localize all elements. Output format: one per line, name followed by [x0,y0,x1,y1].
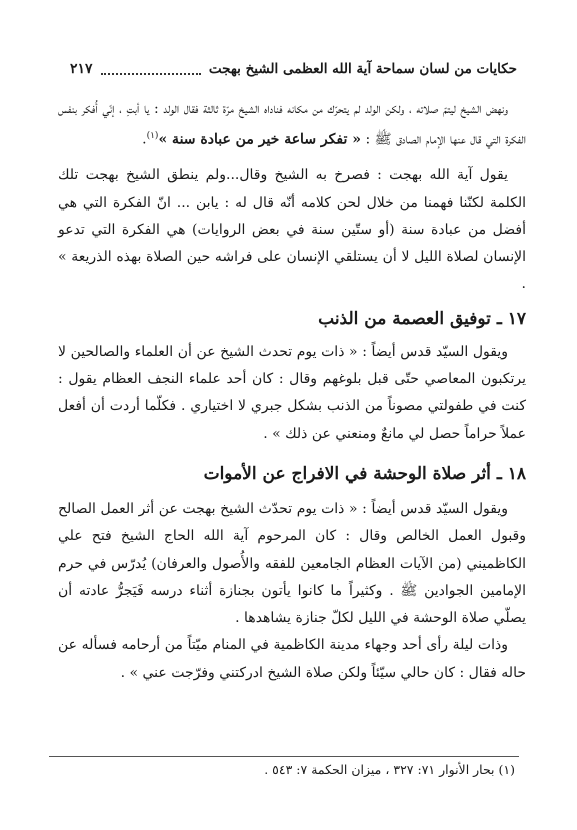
paragraph-3: ويقول السيّد قدس أيضاً : « ذات يوم تحدث الشيخ عن أن العلماء والصالحين لا يرتكبون المعاصي حتّى قبل بلوغهم وقال : كان أحد علماء النجف العظام يقول : كنت في طفولتي مصوناً من الذنب بشكل جبري لا اختياري . فكلّما أردت أن أفعل عملاً حراماً حصل لي مانعٌ ومنعني عن ذلك » . [58,343,526,442]
header-leader-dots [101,63,201,75]
paragraph-1 [58,96,526,154]
header-title: حكايات من لسان سماحة آية الله العظمى الشيخ بهجت [208,61,517,77]
paragraph-2: يقول آية الله بهجت : فصرخ به الشيخ وقال...ولم ينطق الشيخ بهجت تلك الكلمة لكنّنا فهمنا من خلال لحن كلامه أنّه قال له : يابن ... انّ الفكرة التي هي أفضل من عبادة سنة (أو ستّين سنة في بعض الروايات) هي الفكرة التي تدعو الإنسان لصلاة الليل لا أن يستلقي الإنسان على فراشه حين الصلاة بهذه الذريعة » . [58,167,526,293]
paragraph-1-line-1: ونهض الشيخ ليتمّ صلاته ، ولكن الولد لم يتحرّك من مكانه فناداه الشيخ مرّة [222,101,509,117]
page-body [58,96,526,687]
running-header [70,58,517,80]
paragraph-1-line-2: ثالثة فقال الولد : يا أبتِ ، إنّي أُفكر بنفس الفكرة التي قال عنها الإمام الصادق ﷺ : [58,101,526,148]
page-number: ٢١٧ [70,61,93,77]
section-heading-17: ١٧ ـ توفيق العصمة من الذنب [318,308,526,329]
paragraph-5: وذات ليلة رأى أحد وجهاء مدينة الكاظمية في المنام ميّتاً من أرحامه فسأله عن حاله فقال : كان حالي سيّئاً ولكن صلاة الشيخ ادركتني وفرّجت عني » . [58,637,526,681]
footnote-marker: (١) [146,131,159,142]
section-heading-18: ١٨ ـ أثر صلاة الوحشة في الافراج عن الأموات [203,463,526,484]
paragraph-4: ويقول السيّد قدس أيضاً : « ذات يوم تحدّث الشيخ بهجت عن أثر العمل الصالح وقبول العمل الخالص وقال : كان المرحوم آية الله الحاج الشيخ فتح علي الكاظميني (من الآيات العظام الجامعين للفقه والأُصول والعرفان) يُدرّس في حرم الإمامين الجوادين ﷺ . وكثيراً ما كانوا يأتون بجنازة أثناء درسه فَيَجرُّ عادته أن يصلّي صلاة الوحشة في الليل لكلّ جنازة يشاهدها . [58,500,526,627]
paragraph-1-end: . [142,131,147,148]
hadith-quote: « تفكر ساعة خير من عبادة سنة » [158,131,361,148]
footnote: (١) بحار الأنوار ٧١: ٣٢٧ ، ميزان الحكمة ٧: ٥٤٣ . [264,762,515,777]
footnote-divider [49,756,519,757]
